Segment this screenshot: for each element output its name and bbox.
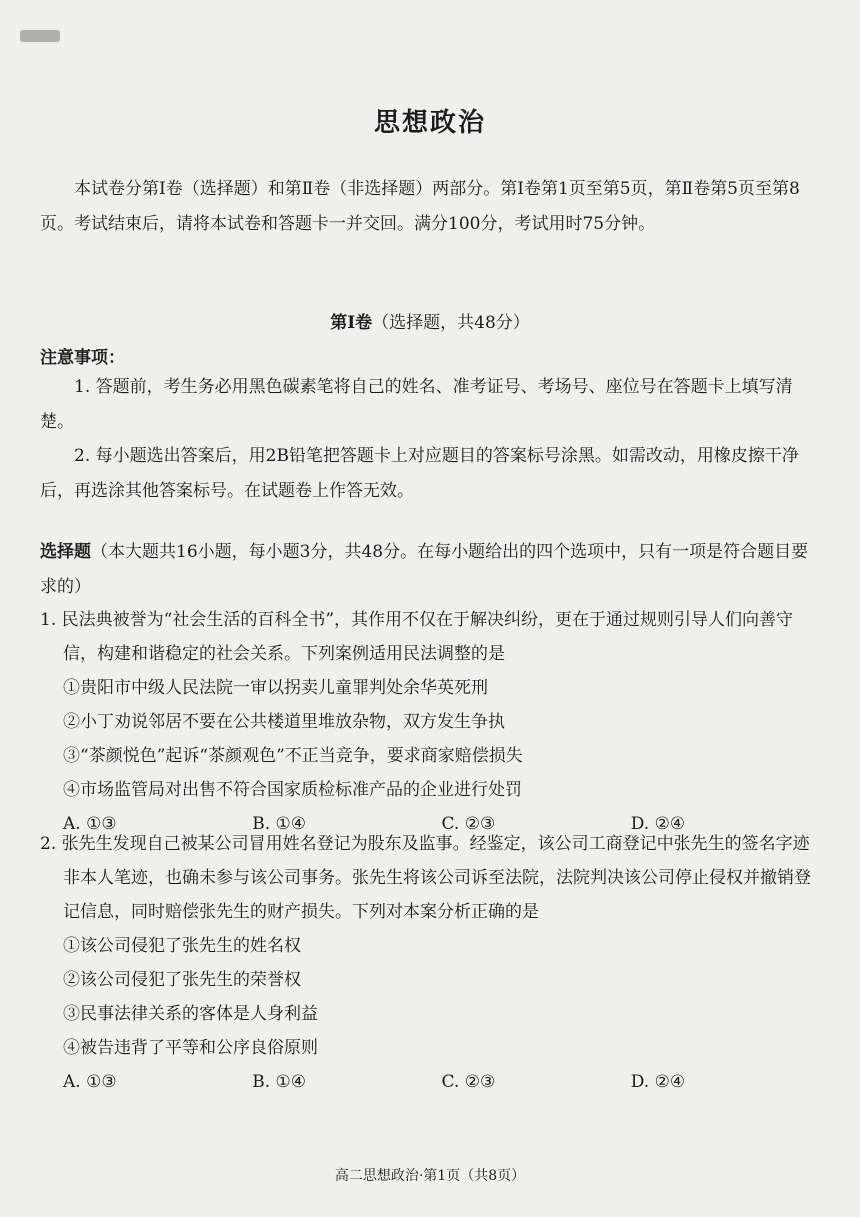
page-title: 思想政治: [373, 108, 486, 138]
exam-intro: 本试卷分第Ⅰ卷（选择题）和第Ⅱ卷（非选择题）两部分。第Ⅰ卷第1页至第5页，第Ⅱ卷第5页至第8页。考试结束后，请将本试卷和答题卡一并交回。满分100分，考试用时75分钟。: [40, 179, 800, 234]
choice-a: A. ①③: [63, 1072, 117, 1092]
statement-item: ②该公司侵犯了张先生的荣誉权: [63, 970, 301, 990]
mc-instructions: [40, 535, 820, 605]
section-heading: [0, 308, 860, 333]
section-name: 第Ⅰ卷: [330, 313, 373, 333]
page-footer: 高二思想政治·第1页（共8页）: [334, 1168, 526, 1184]
question-stem: 2. 张先生发现自己被某公司冒用姓名登记为股东及监事。经鉴定，该公司工商登记中张先生的签名字迹非本人笔迹，也确未参与该公司事务。张先生将该公司诉至法院，法院判决该公司停止侵权并撤销登记信息，同时赔偿张先生的财产损失。下列对本案分析正确的是: [40, 834, 811, 922]
notes-title: 注意事项：: [40, 348, 125, 368]
scan-smudge: [20, 30, 60, 42]
section-detail: （选择题，共48分）: [372, 313, 530, 333]
choice-b: B. ①④: [252, 1072, 307, 1092]
statement-item: ②小丁劝说邻居不要在公共楼道里堆放杂物，双方发生争执: [63, 712, 505, 732]
question-stem: 1. 民法典被誉为“社会生活的百科全书”，其作用不仅在于解决纠纷，更在于通过规则引导人们向善守信，构建和谐稳定的社会关系。下列案例适用民法调整的是: [40, 610, 794, 664]
statement-item: ①贵阳市中级人民法院一审以拐卖儿童罪判处余华英死刑: [63, 678, 488, 698]
choice-d: D. ②④: [630, 814, 686, 834]
question-1: [40, 603, 820, 841]
statement-item: ③“茶颜悦色”起诉“茶颜观色”不正当竞争，要求商家赔偿损失: [63, 746, 523, 766]
statement-item: ④市场监管局对出售不符合国家质检标准产品的企业进行处罚: [63, 780, 522, 800]
choice-c: C. ②③: [441, 1072, 496, 1092]
answer-choices: [40, 1065, 820, 1099]
choice-b: B. ①④: [252, 814, 307, 834]
statement-item: ④被告违背了平等和公序良俗原则: [63, 1038, 318, 1058]
mc-instructions-text: （本大题共16小题，每小题3分，共48分。在每小题给出的四个选项中，只有一项是符合题目要求的）: [40, 542, 809, 597]
mc-label: 选择题: [40, 542, 91, 562]
statement-item: ③民事法律关系的客体是人身利益: [63, 1004, 318, 1024]
note-item: 2. 每小题选出答案后，用2B铅笔把答题卡上对应题目的答案标号涂黑。如需改动，用橡皮擦干净后，再选涂其他答案标号。在试题卷上作答无效。: [40, 446, 799, 501]
statement-item: ①该公司侵犯了张先生的姓名权: [63, 936, 301, 956]
choice-a: A. ①③: [63, 814, 117, 834]
question-2: [40, 827, 820, 1099]
note-item: 1. 答题前，考生务必用黑色碳素笔将自己的姓名、准考证号、考场号、座位号在答题卡上填写清楚。: [40, 377, 793, 432]
choice-d: D. ②④: [630, 1072, 686, 1092]
choice-c: C. ②③: [441, 814, 496, 834]
